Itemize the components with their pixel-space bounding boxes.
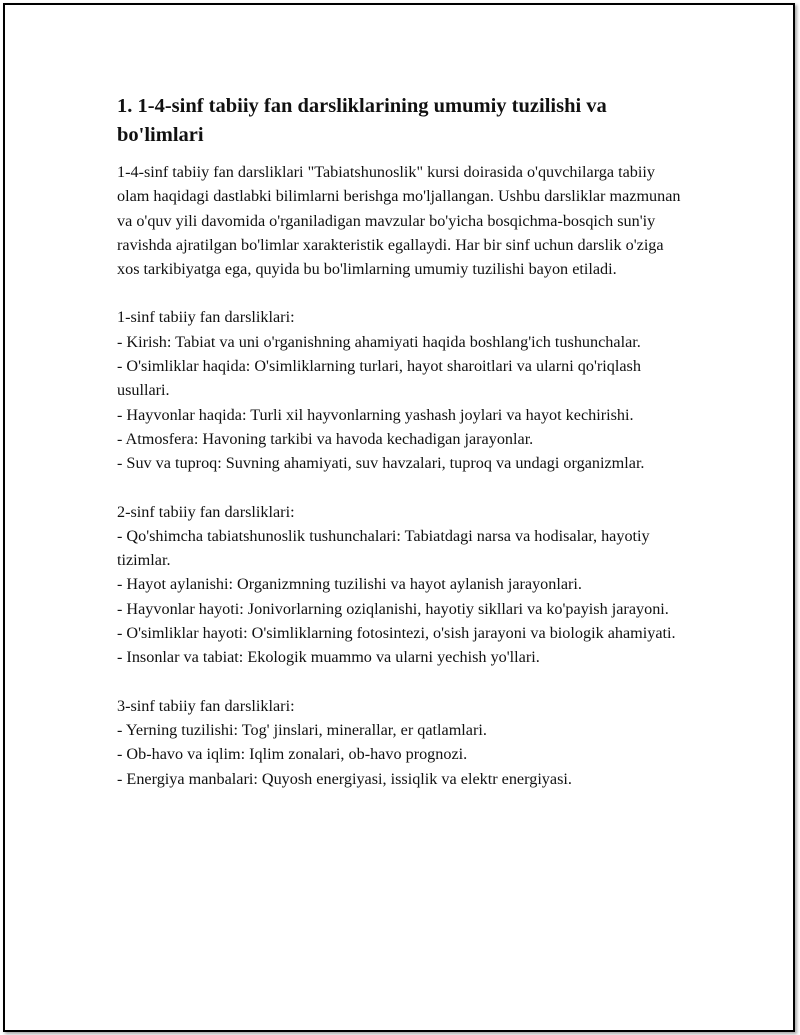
intro-paragraph: 1-4-sinf tabiiy fan darsliklari "Tabiatshunoslik" kursi doirasida o'quvchilarga tabiiy olam haqidagi dastlabki bilimlarni berishga mo'ljallangan. Ushbu darsliklar mazmunan va o'quv yili davomida o'rganiladigan mavzular bo'yicha bosqichma-bosqich sun'iy ravishda ajratilgan bo'limlar xarakteristik egallaydi. Har bir sinf uchun darslik o'ziga xos tarkibiyatga ega, quyida bu bo'limlarning umumiy tuzilishi bayon etiladi. [117,163,681,279]
list-item: - Qo'shimcha tabiatshunoslik tushunchalari: Tabiatdagi narsa va hodisalar, hayotiy tizimlar. [117,526,650,570]
list-item: - Hayvonlar hayoti: Jonivorlarning oziqlanishi, hayotiy sikllari va ko'payish jarayoni. [117,599,669,618]
list-item: - Yerning tuzilishi: Tog' jinslari, minerallar, er qatlamlari. [117,720,487,739]
list-item: - Ob-havo va iqlim: Iqlim zonalari, ob-havo prognozi. [117,745,468,764]
list-item: - Atmosfera: Havoning tarkibi va havoda kechadigan jarayonlar. [117,429,534,448]
section-grade-3 [117,694,687,791]
section-grade-1 [117,305,687,475]
section-title: 2-sinf tabiiy fan darsliklari: [117,502,295,521]
list-item: - Suv va tuproq: Suvning ahamiyati, suv havzalari, tuproq va undagi organizmlar. [117,454,645,473]
list-item: - O'simliklar haqida: O'simliklarning turlari, hayot sharoitlari va ularni qo'riqlash usullari. [117,357,641,400]
document-heading: 1. 1-4-sinf tabiiy fan darsliklarining umumiy tuzilishi va bo'limlari [117,95,607,146]
section-grade-2 [117,500,687,670]
section-title: 3-sinf tabiiy fan darsliklari: [117,696,295,715]
list-item: - Energiya manbalari: Quyosh energiyasi, issiqlik va elektr energiyasi. [117,769,572,788]
list-item: - Kirish: Tabiat va uni o'rganishning ahamiyati haqida boshlang'ich tushunchalar. [117,332,641,351]
list-item: - Hayvonlar haqida: Turli xil hayvonlarning yashash joylari va hayot kechirishi. [117,405,634,424]
section-title: 1-sinf tabiiy fan darsliklari: [117,308,295,327]
list-item: - Hayot aylanishi: Organizmning tuzilishi va hayot aylanish jarayonlari. [117,575,582,594]
list-item: - Insonlar va tabiat: Ekologik muammo va ularni yechish yo'llari. [117,648,540,667]
document-body [117,92,687,791]
list-item: - O'simliklar hayoti: O'simliklarning fotosintezi, o'sish jarayoni va biologik ahamiyati. [117,624,676,643]
